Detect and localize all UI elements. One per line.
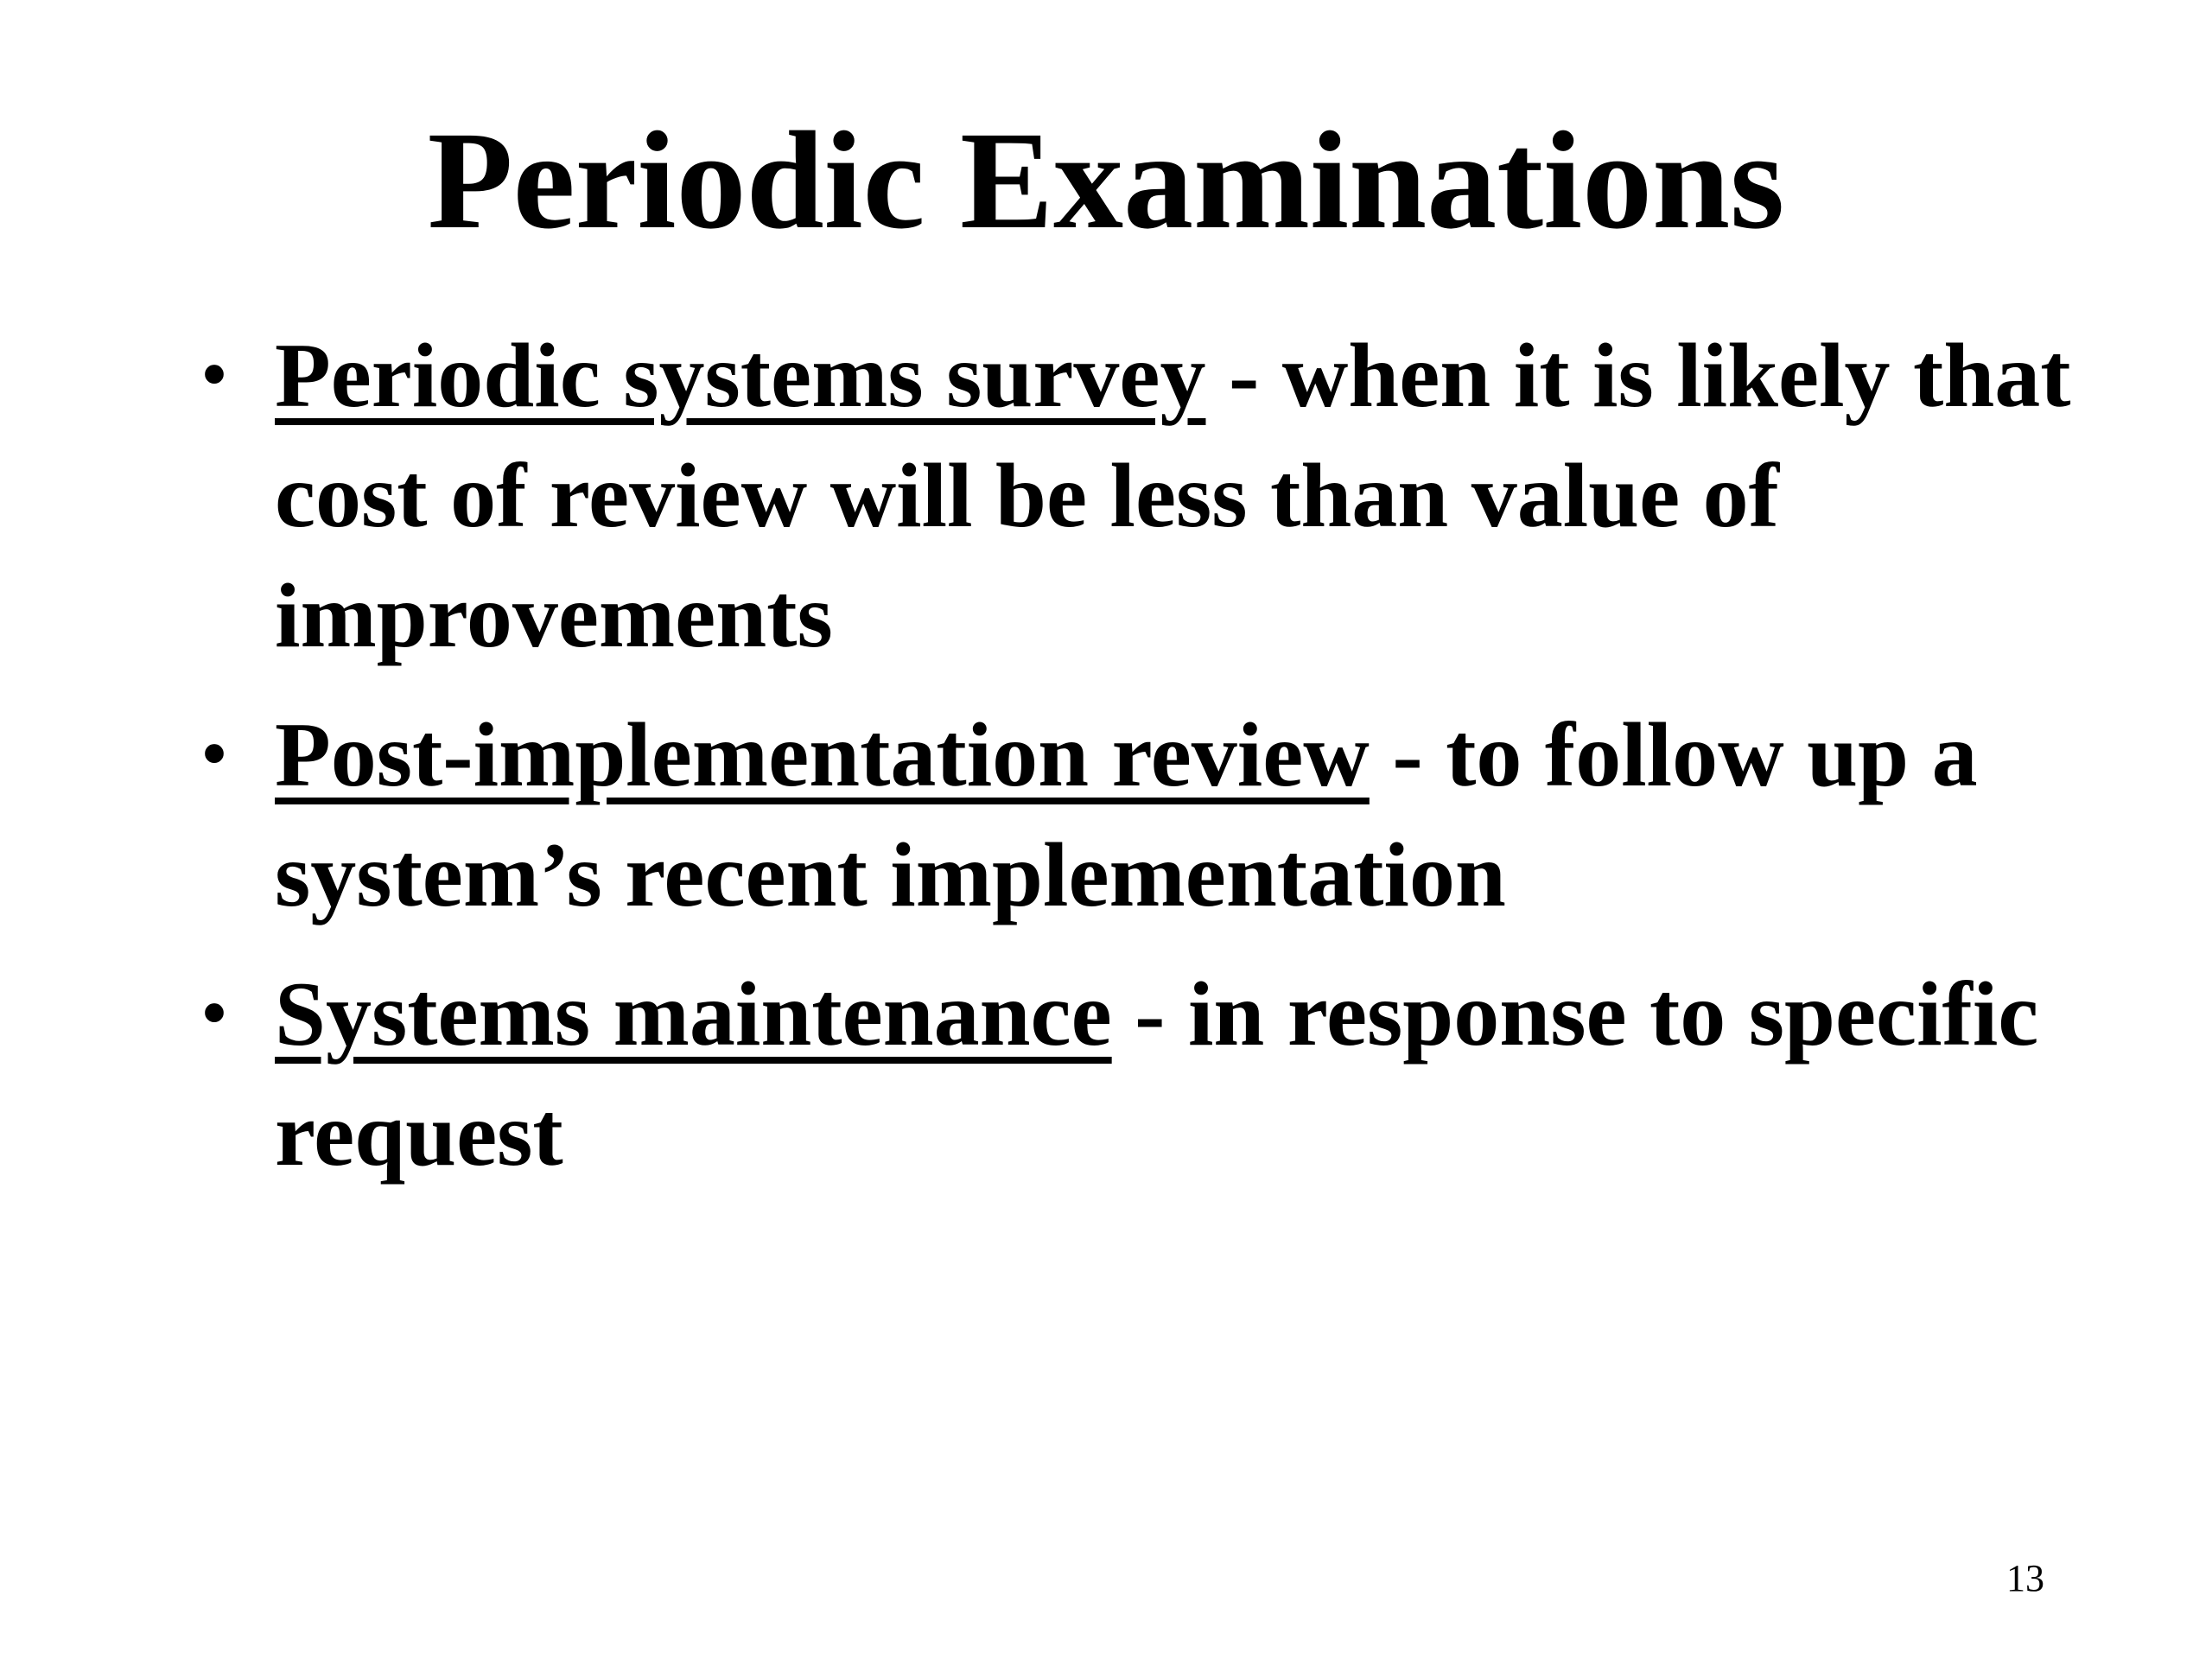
bullet-item-periodic-survey bbox=[201, 315, 2089, 676]
slide-title: Periodic Examinations bbox=[427, 104, 1785, 258]
bullet-item-post-implementation bbox=[201, 695, 2089, 935]
bullet-description: - when it is likely that cost of review will be less than value of improvements bbox=[275, 325, 2071, 666]
bullet-icon: • bbox=[201, 337, 226, 413]
page-number: 13 bbox=[2006, 1557, 2044, 1599]
bullet-term: Systems maintenance bbox=[275, 963, 1112, 1065]
bullet-list bbox=[201, 315, 2089, 1213]
bullet-icon: • bbox=[201, 976, 226, 1052]
bullet-icon: • bbox=[201, 716, 226, 792]
bullet-term: Post-implementation review bbox=[275, 704, 1370, 805]
bullet-term: Periodic systems survey bbox=[275, 325, 1206, 426]
bullet-description: - to follow up a system’s recent implementation bbox=[275, 704, 1978, 925]
bullet-item-systems-maintenance bbox=[201, 954, 2089, 1194]
bullet-description: - in response to specific request bbox=[275, 963, 2039, 1185]
